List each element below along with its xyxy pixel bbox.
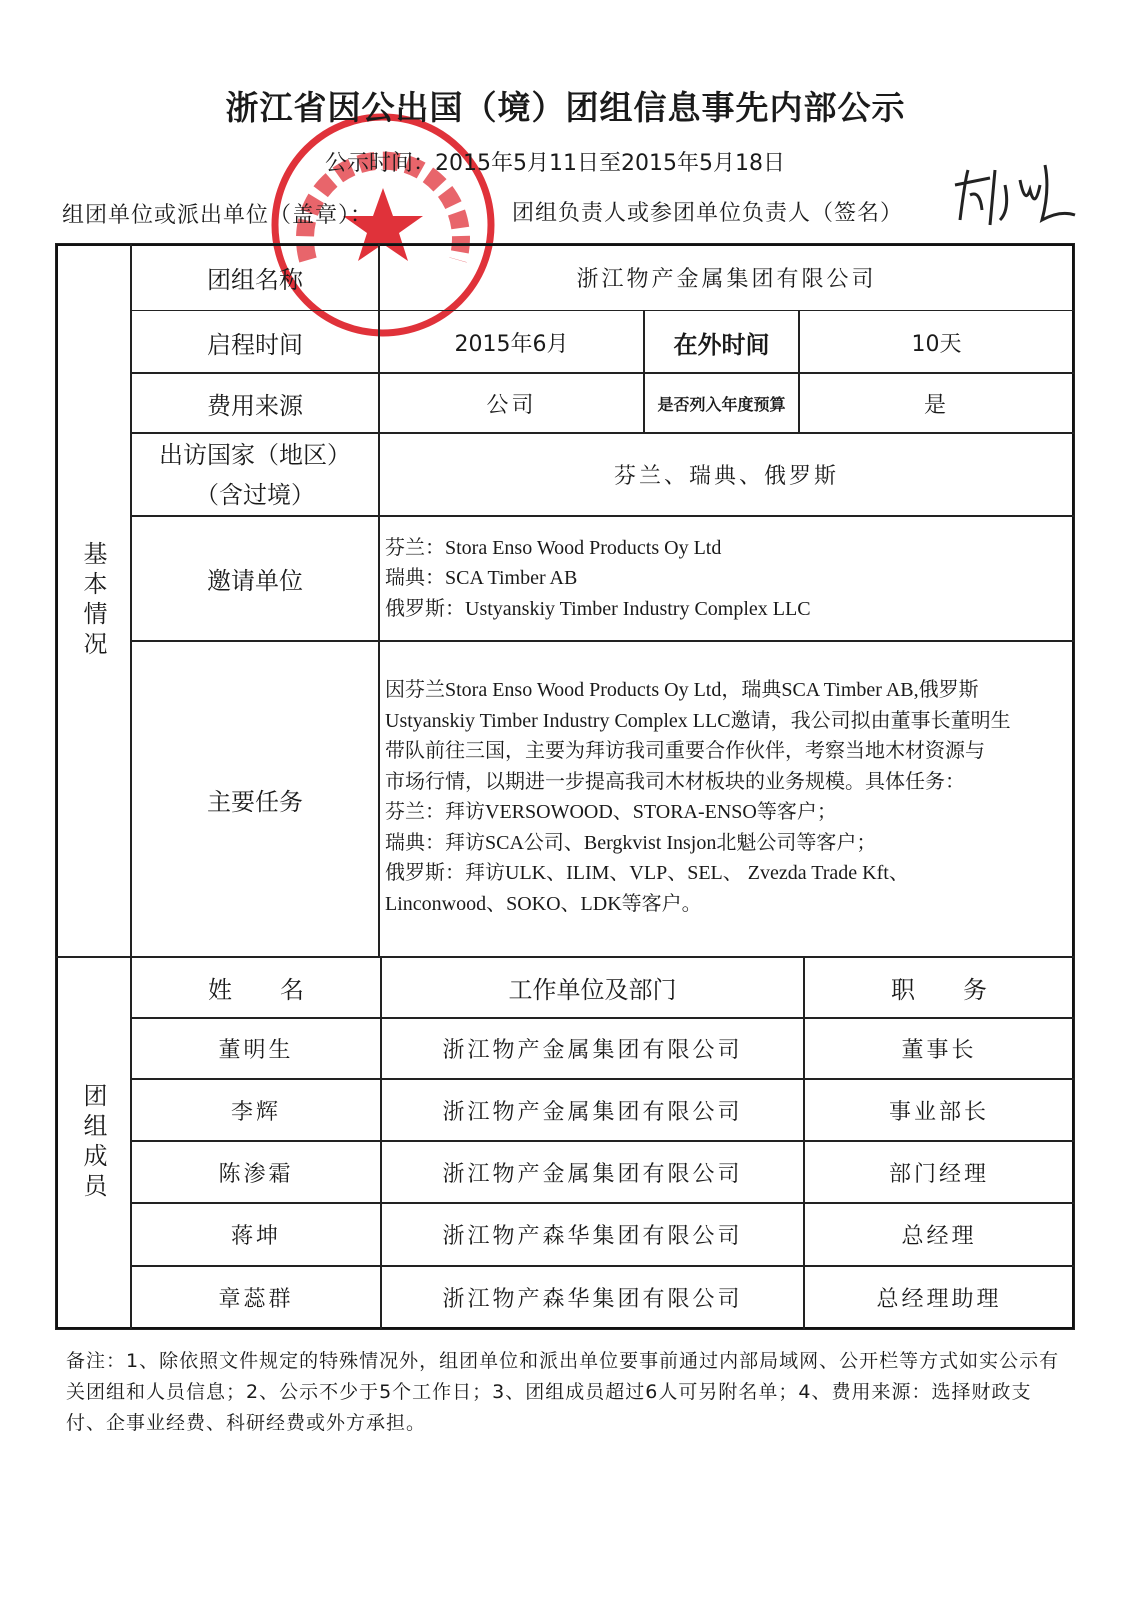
country-label-line1: 出访国家（地区） xyxy=(159,440,351,469)
member-unit: 浙江物产森华集团有限公司 xyxy=(380,1202,805,1267)
member-name: 章蕊群 xyxy=(130,1265,382,1330)
task-line: 俄罗斯：拜访ULK、ILIM、VLP、SEL、 Zvezda Trade Kft、 xyxy=(385,862,909,884)
member-unit: 浙江物产金属集团有限公司 xyxy=(380,1078,805,1142)
member-unit: 浙江物产森华集团有限公司 xyxy=(380,1265,805,1330)
budget-value: 是 xyxy=(798,372,1075,434)
leader-label: 团组负责人或参团单位负责人（签名） xyxy=(512,201,904,226)
inviter-item: 芬兰：Stora Enso Wood Products Oy Ltd xyxy=(385,536,722,559)
task-line: Ustyanskiy Timber Industry Complex LLC邀请，我公司拟由董事长董明生 xyxy=(385,709,1011,732)
member-unit: 浙江物产金属集团有限公司 xyxy=(380,1017,805,1080)
org-label: 组团单位或派出单位（盖章）： xyxy=(62,203,374,228)
group-name-label: 团组名称 xyxy=(130,243,380,311)
task-line: 因芬兰Stora Enso Wood Products Oy Ltd，瑞典SCA Timber AB,俄罗斯 xyxy=(385,679,979,701)
task-line: Linconwood、SOKO、LDK等客户。 xyxy=(385,892,702,915)
task-line: 瑞典：拜访SCA公司、Bergkvist Insjon北魁公司等客户； xyxy=(385,831,877,854)
group-name-value: 浙江物产金属集团有限公司 xyxy=(378,243,1075,311)
inviter-item: 俄罗斯：Ustyanskiy Timber Industry Complex LLC xyxy=(385,597,811,620)
member-unit: 浙江物产金属集团有限公司 xyxy=(380,1140,805,1204)
header-name: 姓 名 xyxy=(130,956,382,1019)
country-label xyxy=(130,432,380,517)
member-position: 事业部长 xyxy=(803,1078,1075,1142)
header-unit: 工作单位及部门 xyxy=(380,956,805,1019)
task-line: 市场行情，以期进一步提高我司木材板块的业务规模。具体任务： xyxy=(385,770,965,793)
member-position: 部门经理 xyxy=(803,1140,1075,1204)
countries-value: 芬兰、瑞典、俄罗斯 xyxy=(378,432,1075,517)
member-name: 李辉 xyxy=(130,1078,382,1142)
header-position: 职 务 xyxy=(803,956,1075,1019)
funding-label: 费用来源 xyxy=(130,372,380,434)
abroad-label: 在外时间 xyxy=(643,310,800,374)
member-name: 蒋坤 xyxy=(130,1202,382,1267)
funding-value: 公司 xyxy=(378,372,645,434)
task-line: 带队前往三国，主要为拜访我司重要合作伙伴，考察当地木材资源与 xyxy=(385,740,985,762)
member-position: 总经理 xyxy=(803,1202,1075,1267)
members-section-label: 团组成员 xyxy=(55,956,132,1330)
inviter-label: 邀请单位 xyxy=(130,515,380,642)
signature xyxy=(950,150,1080,235)
member-name: 董明生 xyxy=(130,1017,382,1080)
task-label: 主要任务 xyxy=(130,640,380,958)
depart-label: 启程时间 xyxy=(130,310,380,374)
task-line: 芬兰：拜访VERSOWOOD、STORA-ENSO等客户； xyxy=(385,801,837,823)
member-position: 董事长 xyxy=(803,1017,1075,1080)
document-title: 浙江省因公出国（境）团组信息事先内部公示 xyxy=(225,88,906,127)
budget-label: 是否列入年度预算 xyxy=(643,372,800,434)
inviters-cell xyxy=(378,515,1075,642)
inviter-item: 瑞典：SCA Timber AB xyxy=(385,567,578,590)
member-position: 总经理助理 xyxy=(803,1265,1075,1330)
abroad-value: 10天 xyxy=(798,310,1075,374)
publish-time: 公示时间：2015年5月11日至2015年5月18日 xyxy=(325,151,785,176)
member-name: 陈渗霜 xyxy=(130,1140,382,1204)
notes: 备注：1、除依照文件规定的特殊情况外，组团单位和派出单位要事前通过内部局域网、公开栏等方式如实公示有关团组和人员信息；2、公示不少于5个工作日；3、团组成员超过6人可另附名单；4、费用来源：选择财政支付、企事业经费、科研经费或外方承担。 xyxy=(66,1350,1060,1434)
basic-section-label: 基本情况 xyxy=(55,243,132,958)
tasks-cell xyxy=(378,640,1075,958)
country-label-line2: （含过境） xyxy=(195,480,315,509)
depart-value: 2015年6月 xyxy=(378,310,645,374)
